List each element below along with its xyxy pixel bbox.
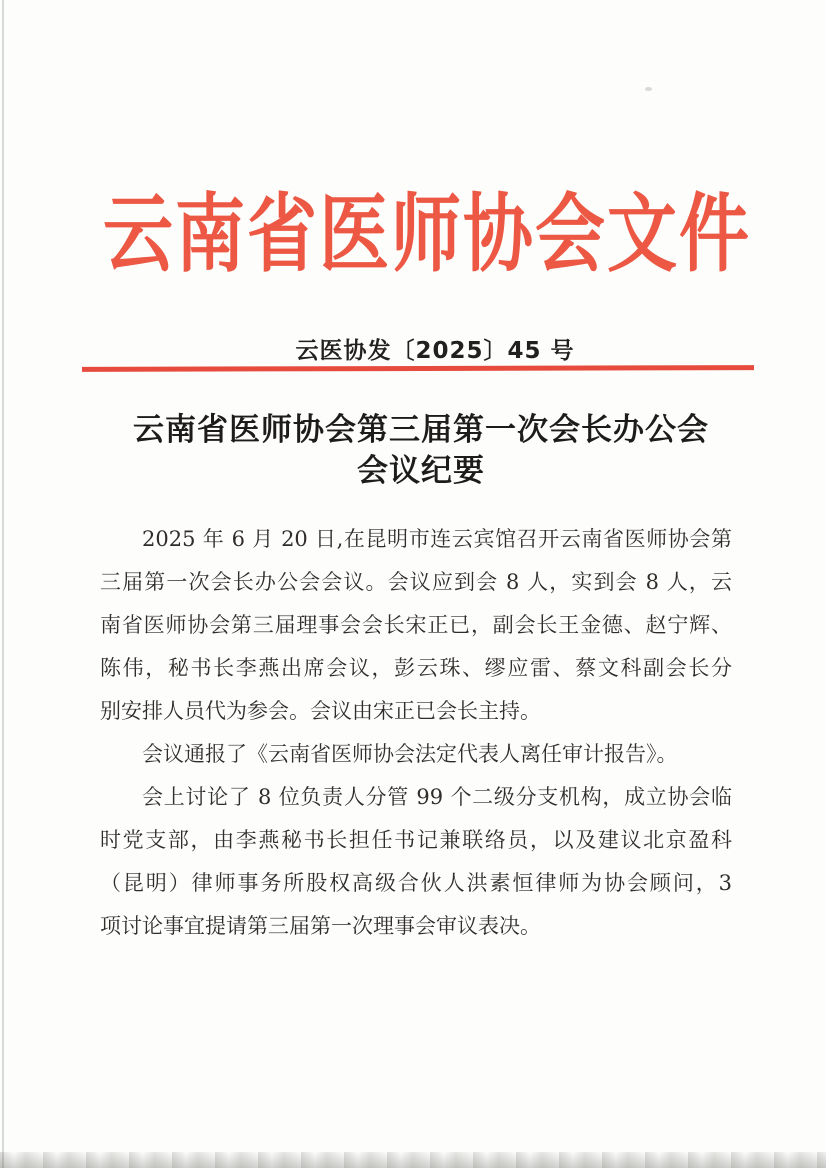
body-line: 时党支部，由李燕秘书长担任书记兼联络员，以及建议北京盈科	[100, 828, 732, 852]
scan-artifact-left-edge	[2, 0, 4, 1168]
body-line: 项讨论事宜提请第三届第一次理事会审议表决。	[100, 914, 541, 938]
doc-body	[100, 518, 732, 948]
meeting-title-line2: 会议纪要	[357, 453, 485, 489]
body-line: 会上讨论了 8 位负责人分管 99 个二级分支机构，成立协会临	[142, 785, 732, 809]
body-line: 陈伟，秘书长李燕出席会议，彭云珠、缪应雷、蔡文科副会长分	[100, 656, 732, 680]
body-line: 南省医师协会第三届理事会会长宋正已，副会长王金德、赵宁辉、	[100, 613, 732, 637]
meeting-title	[8, 410, 826, 492]
letterhead-org-title: 云南省医师协会文件	[103, 183, 751, 285]
scan-artifact-speck	[645, 87, 652, 91]
scan-artifact-bottom-edge	[0, 1152, 826, 1168]
body-line: （昆明）律师事务所股权高级合伙人洪素恒律师为协会顾问，3	[100, 871, 732, 895]
body-line: 别安排人员代为参会。会议由宋正已会长主持。	[100, 699, 541, 723]
body-line: 会议通报了《云南省医师协会法定代表人离任审计报告》。	[142, 742, 678, 766]
document-issue-number: 云医协发〔2025〕45 号	[295, 338, 575, 364]
body-line: 2025 年 6 月 20 日,在昆明市连云宾馆召开云南省医师协会第	[142, 527, 732, 551]
letterhead-divider-rule	[82, 365, 754, 372]
meeting-title-line1: 云南省医师协会第三届第一次会长办公会	[133, 412, 709, 448]
body-line: 三届第一次会长办公会会议。会议应到会 8 人，实到会 8 人，云	[100, 570, 732, 594]
